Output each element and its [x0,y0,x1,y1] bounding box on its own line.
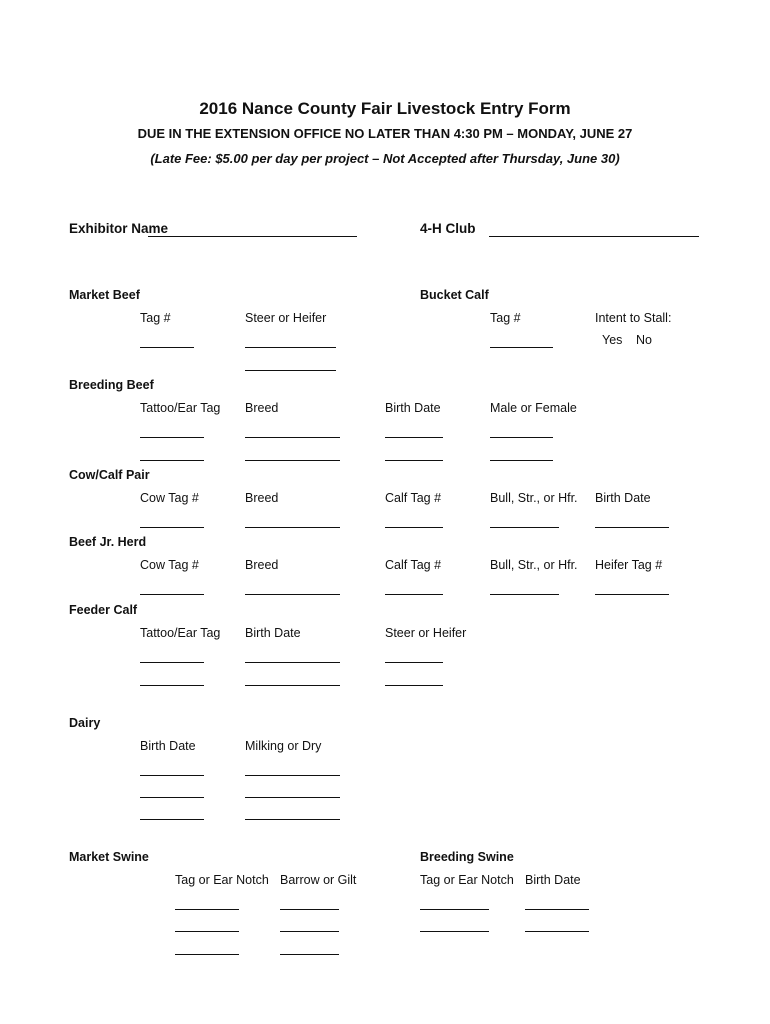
due-notice: DUE IN THE EXTENSION OFFICE NO LATER THAN 4:30 PM – MONDAY, JUNE 27 [137,126,633,141]
breeding-swine-tag-field-1[interactable] [420,909,489,910]
beef-jr-herd-calf-field[interactable] [385,594,443,595]
cow-calf-col-sex: Bull, Str., or Hfr. [490,491,578,505]
club-field[interactable] [489,236,699,237]
beef-jr-herd-col-cow: Cow Tag # [140,558,199,572]
bucket-calf-stall-yes[interactable]: Yes [602,333,623,347]
feeder-calf-tag-field-2[interactable] [140,685,204,686]
breeding-swine-title: Breeding Swine [420,850,514,864]
late-fee-notice: (Late Fee: $5.00 per day per project – Not Accepted after Thursday, June 30) [150,151,620,166]
feeder-calf-sex-field-1[interactable] [385,662,443,663]
form-title: 2016 Nance County Fair Livestock Entry Form [199,99,571,118]
breeding-beef-breed-field-1[interactable] [245,437,340,438]
dairy-status-field-1[interactable] [245,775,340,776]
breeding-beef-tag-field-1[interactable] [140,437,204,438]
beef-jr-herd-col-calf: Calf Tag # [385,558,442,572]
breeding-swine-birth-field-2[interactable] [525,931,589,932]
feeder-calf-tag-field-1[interactable] [140,662,204,663]
market-beef-sex-field-2[interactable] [245,370,336,371]
breeding-swine-birth-field-1[interactable] [525,909,589,910]
breeding-beef-sex-field-1[interactable] [490,437,553,438]
breeding-beef-breed-field-2[interactable] [245,460,340,461]
feeder-calf-col-sex: Steer or Heifer [385,626,467,640]
exhibitor-name-field[interactable] [148,236,357,237]
dairy-birth-field-1[interactable] [140,775,204,776]
breeding-beef-col-sex: Male or Female [490,401,577,415]
market-swine-title: Market Swine [69,850,149,864]
beef-jr-herd-col-breed: Breed [245,558,279,572]
dairy-title: Dairy [69,716,101,730]
bucket-calf-stall-no[interactable]: No [636,333,652,347]
dairy-status-field-3[interactable] [245,819,340,820]
dairy-col-birth: Birth Date [140,739,196,753]
beef-jr-herd-cow-field[interactable] [140,594,204,595]
cow-calf-col-birth: Birth Date [595,491,651,505]
beef-jr-herd-breed-field[interactable] [245,594,340,595]
market-swine-col-sex: Barrow or Gilt [280,873,357,887]
breeding-swine-col-tag: Tag or Ear Notch [420,873,514,887]
feeder-calf-birth-field-1[interactable] [245,662,340,663]
breeding-swine-col-birth: Birth Date [525,873,581,887]
beef-jr-herd-col-heifer: Heifer Tag # [595,558,663,572]
cow-calf-birth-field[interactable] [595,527,669,528]
bucket-calf-title: Bucket Calf [420,288,489,302]
market-beef-tag-field-1[interactable] [140,347,194,348]
market-swine-tag-field-3[interactable] [175,954,239,955]
beef-jr-herd-title: Beef Jr. Herd [69,535,147,549]
breeding-beef-birth-field-2[interactable] [385,460,443,461]
market-beef-col-sex: Steer or Heifer [245,311,327,325]
breeding-swine-tag-field-2[interactable] [420,931,489,932]
beef-jr-herd-heifer-field[interactable] [595,594,669,595]
cow-calf-calf-field[interactable] [385,527,443,528]
market-beef-sex-field-1[interactable] [245,347,336,348]
dairy-status-field-2[interactable] [245,797,340,798]
breeding-beef-col-breed: Breed [245,401,279,415]
market-swine-sex-field-2[interactable] [280,931,339,932]
bucket-calf-tag-field[interactable] [490,347,553,348]
cow-calf-col-cow: Cow Tag # [140,491,199,505]
breeding-beef-title: Breeding Beef [69,378,154,392]
cow-calf-cow-field[interactable] [140,527,204,528]
market-swine-tag-field-1[interactable] [175,909,239,910]
bucket-calf-col-tag: Tag # [490,311,521,325]
beef-jr-herd-sex-field[interactable] [490,594,559,595]
dairy-col-status: Milking or Dry [245,739,322,753]
cow-calf-title: Cow/Calf Pair [69,468,150,482]
market-beef-title: Market Beef [69,288,140,302]
bucket-calf-col-stall: Intent to Stall: [595,311,672,325]
breeding-beef-tag-field-2[interactable] [140,460,204,461]
breeding-beef-birth-field-1[interactable] [385,437,443,438]
cow-calf-col-breed: Breed [245,491,279,505]
club-label: 4-H Club [420,221,476,236]
cow-calf-col-calf: Calf Tag # [385,491,442,505]
feeder-calf-col-birth: Birth Date [245,626,301,640]
market-swine-sex-field-3[interactable] [280,954,339,955]
cow-calf-breed-field[interactable] [245,527,340,528]
beef-jr-herd-col-sex: Bull, Str., or Hfr. [490,558,578,572]
feeder-calf-title: Feeder Calf [69,603,138,617]
dairy-birth-field-3[interactable] [140,819,204,820]
dairy-birth-field-2[interactable] [140,797,204,798]
feeder-calf-col-tag: Tattoo/Ear Tag [140,626,221,640]
market-swine-sex-field-1[interactable] [280,909,339,910]
breeding-beef-col-tag: Tattoo/Ear Tag [140,401,221,415]
market-beef-col-tag: Tag # [140,311,171,325]
feeder-calf-sex-field-2[interactable] [385,685,443,686]
cow-calf-sex-field[interactable] [490,527,559,528]
exhibitor-name-label: Exhibitor Name [69,221,169,236]
breeding-beef-col-birth: Birth Date [385,401,441,415]
breeding-beef-sex-field-2[interactable] [490,460,553,461]
market-swine-tag-field-2[interactable] [175,931,239,932]
market-swine-col-tag: Tag or Ear Notch [175,873,269,887]
feeder-calf-birth-field-2[interactable] [245,685,340,686]
